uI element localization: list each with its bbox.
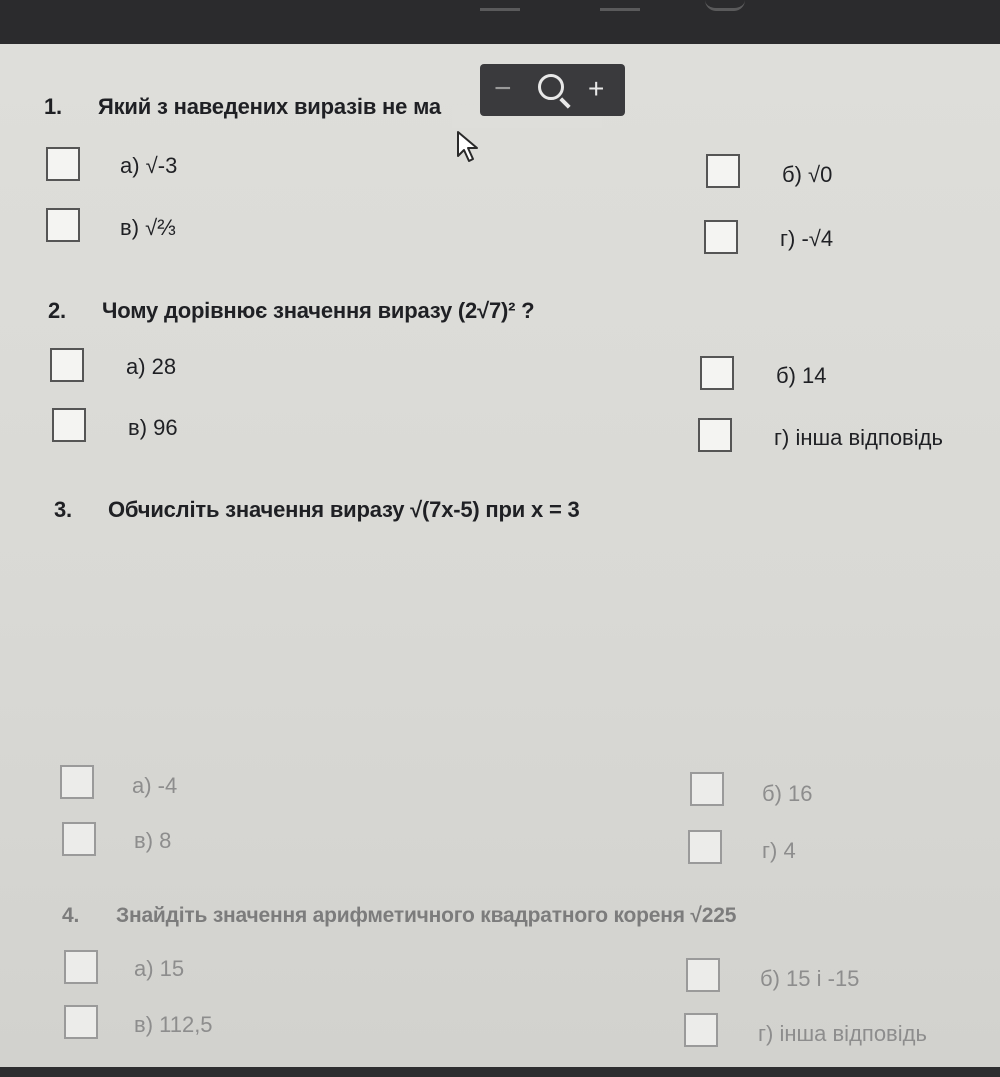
checkbox-q1-v[interactable] xyxy=(46,208,80,242)
option-q1-v: в) √⅔ xyxy=(120,215,176,240)
top-toolbar xyxy=(0,0,1000,44)
checkbox-q3-v[interactable] xyxy=(62,822,96,856)
checkbox-q1-b[interactable] xyxy=(706,154,740,188)
zoom-toolbar xyxy=(480,64,625,116)
option-q3-b: б) 16 xyxy=(762,781,813,806)
checkbox-q3-a[interactable] xyxy=(60,765,94,799)
checkbox-q1-g[interactable] xyxy=(704,220,738,254)
question-text: Чому дорівнює значення виразу (2√7)² ? xyxy=(102,298,535,323)
checkbox-q4-a[interactable] xyxy=(64,950,98,984)
checkbox-q3-b[interactable] xyxy=(690,772,724,806)
option-q2-g: г) інша відповідь xyxy=(774,425,943,450)
question-4 xyxy=(62,904,736,928)
question-number: 3. xyxy=(54,497,72,522)
checkbox-q1-a[interactable] xyxy=(46,147,80,181)
zoom-in-icon[interactable] xyxy=(538,74,564,100)
question-1 xyxy=(44,94,441,120)
option-q4-a: а) 15 xyxy=(134,956,185,981)
option-q3-a: а) -4 xyxy=(132,773,178,798)
option-q4-v: в) 112,5 xyxy=(134,1012,213,1037)
question-3 xyxy=(54,497,580,523)
question-text: Який з наведених виразів не ма xyxy=(98,94,441,119)
mouse-cursor-icon xyxy=(455,130,483,164)
checkbox-q2-a[interactable] xyxy=(50,348,84,382)
zoom-plus-button[interactable]: + xyxy=(588,73,605,104)
question-2 xyxy=(48,298,534,324)
option-q2-v: в) 96 xyxy=(128,415,178,440)
checkbox-q2-b[interactable] xyxy=(700,356,734,390)
option-q3-g: г) 4 xyxy=(762,838,796,863)
bottom-bar xyxy=(0,1067,1000,1077)
option-q4-b: б) 15 і -15 xyxy=(760,966,860,991)
checkbox-q4-b[interactable] xyxy=(686,958,720,992)
option-q1-a: а) √-3 xyxy=(120,153,178,178)
question-number: 2. xyxy=(48,298,66,323)
question-text: Обчисліть значення виразу √(7x-5) при x = 3 xyxy=(108,497,580,522)
option-q2-b: б) 14 xyxy=(776,363,827,388)
toolbar-icon[interactable] xyxy=(600,0,640,11)
option-q1-g: г) -√4 xyxy=(780,226,834,251)
checkbox-q4-v[interactable] xyxy=(64,1005,98,1039)
checkbox-q4-g[interactable] xyxy=(684,1013,718,1047)
question-number: 4. xyxy=(62,904,80,927)
option-q3-v: в) 8 xyxy=(134,828,172,853)
option-q2-a: а) 28 xyxy=(126,354,177,379)
option-q4-g: г) інша відповідь xyxy=(758,1021,927,1046)
toolbar-icon[interactable] xyxy=(705,0,745,11)
checkbox-q2-g[interactable] xyxy=(698,418,732,452)
question-number: 1. xyxy=(44,94,62,119)
checkbox-q3-g[interactable] xyxy=(688,830,722,864)
toolbar-icon[interactable] xyxy=(480,0,520,11)
question-text: Знайдіть значення арифметичного квадратного кореня √225 xyxy=(116,904,737,927)
checkbox-q2-v[interactable] xyxy=(52,408,86,442)
option-q1-b: б) √0 xyxy=(782,162,833,187)
zoom-out-button[interactable]: − xyxy=(494,72,512,105)
